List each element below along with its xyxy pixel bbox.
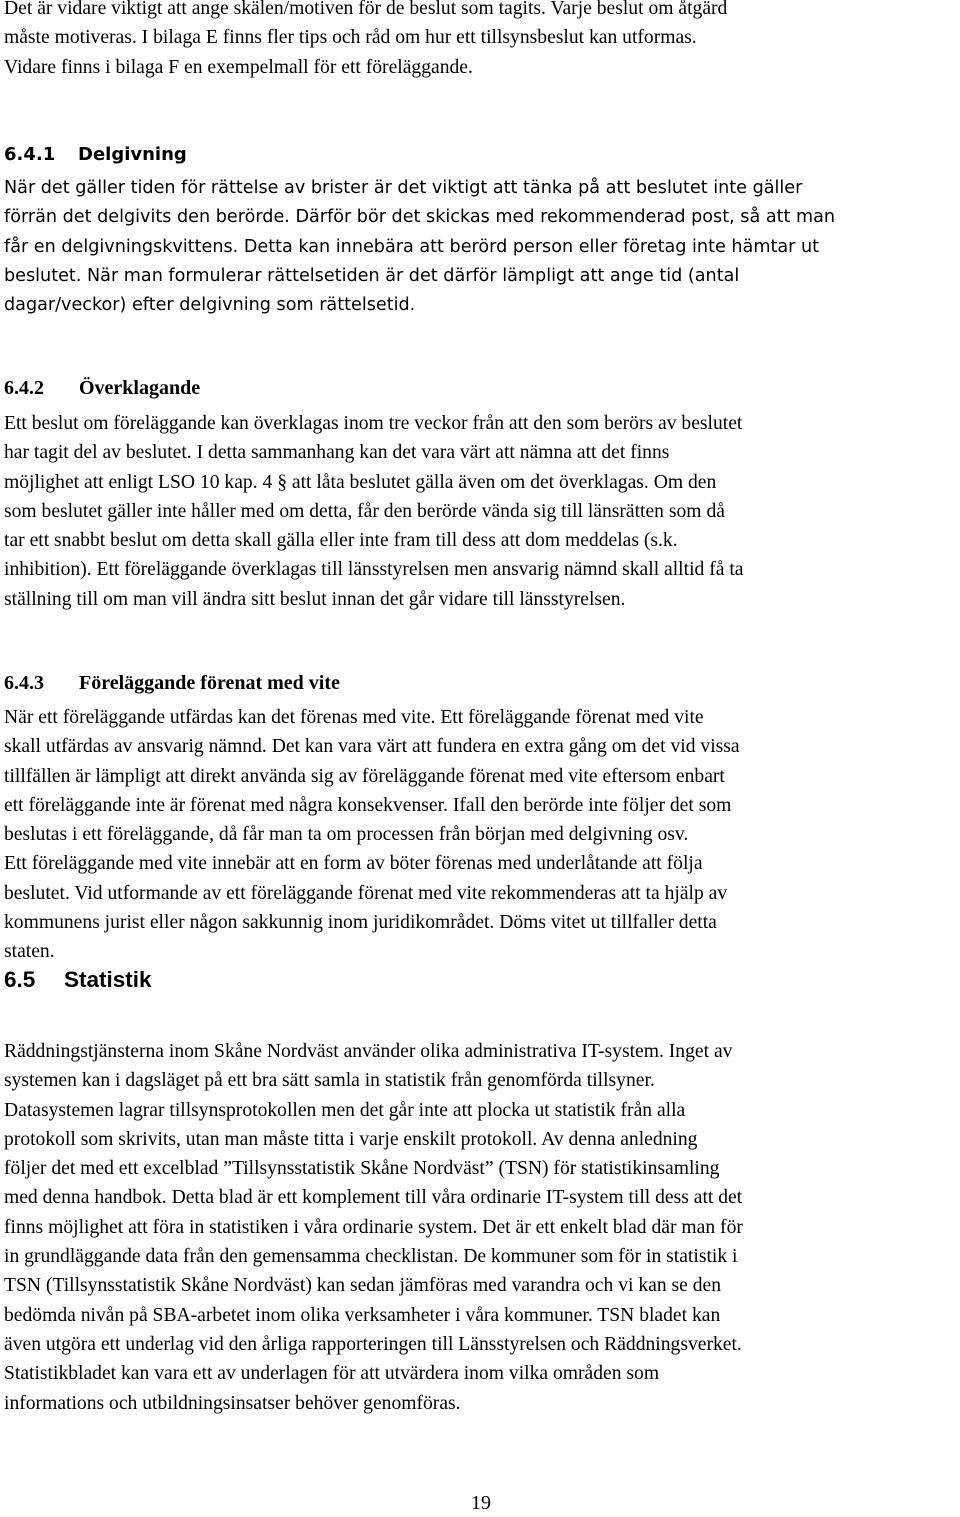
text-line: Ett beslut om föreläggande kan överklagas inom tre veckor från att den som berörs av beslutet [4,413,743,434]
text-line: finns möjlighet att föra in statistiken i våra ordinarie system. Det är ett enkelt blad där man för [4,1216,743,1238]
section-number: 6.4.1 [4,144,56,165]
text-line: TSN (Tillsynsstatistik Skåne Nordväst) kan sedan jämföras med varandra och vi kan se den [4,1275,722,1297]
intro-paragraph [4,0,958,82]
page-number [0,1489,960,1517]
overklagande-paragraph [4,409,960,614]
text-line: även utgöra ett underlag vid den årliga rapporteringen till Länsstyrelsen och Räddningsverket. [4,1333,742,1355]
section-title: Statistik [64,967,152,992]
text-line: När det gäller tiden för rättelse av brister är det viktigt att tänka på att beslutet inte gäller [4,178,803,198]
text-line: med denna handbok. Detta blad är ett komplement till våra ordinarie IT-system till dess att det [4,1187,743,1209]
section-title: Delgivning [78,144,187,165]
text-line: beslutet. Vid utformande av ett föreläggande förenat med vite rekommenderas att ta hjälp av [4,882,728,904]
section-title: Föreläggande förenat med vite [79,672,340,694]
text-line: Datasystemen lagrar tillsynsprotokollen men det går inte att plocka ut statistik från alla [4,1099,686,1121]
section-title: Överklagande [79,377,201,399]
text-line: följer det med ett excelblad ”Tillsynsstatistik Skåne Nordväst” (TSN) för statistikinsamling [4,1158,720,1180]
section-number: 6.4.3 [4,672,44,694]
text-line: staten. [4,941,55,963]
text-line: systemen kan i dagsläget på ett bra sätt samla in statistik från genomförda tillsyner. [4,1070,655,1092]
page-number-text: 19 [471,1492,491,1514]
text-line: Statistikbladet kan vara ett av underlagen för att utvärdera inom vilka områden som [4,1363,660,1385]
text-line: måste motiveras. I bilaga E finns fler tips och råd om hur ett tillsynsbeslut kan utformas. [4,27,697,49]
text-line: möjlighet att enligt LSO 10 kap. 4 § att låta beslutet gälla även om det överklagas. Om den [4,471,717,493]
text-line: ställning till om man vill ändra sitt beslut innan det går vidare till länsstyrelsen. [4,588,626,610]
section-number: 6.5 [4,967,36,992]
text-line: får en delgivningskvittens. Detta kan innebära att berörd person eller företag inte hämtar ut [4,236,820,257]
text-line: beslutet. När man formulerar rättelsetiden är det därför lämpligt att ange tid (antal [4,265,740,286]
text-line: inhibition). Ett föreläggande överklagas till länsstyrelsen men ansvarig nämnd skall alltid få ta [4,559,744,581]
text-line: ett föreläggande inte är förenat med några konsekvenser. Ifall den berörde inte följer det som [4,794,732,816]
section-heading-delgivning [4,140,187,169]
vite-paragraph [4,703,958,967]
delgivning-paragraph [4,174,958,320]
section-number: 6.4.2 [4,377,44,399]
text-line: dagar/veckor) efter delgivning som rättelsetid. [4,295,416,316]
text-line: skall utfärdas av ansvarig nämnd. Det kan vara värt att fundera en extra gång om det vid vissa [4,736,740,758]
statistik-paragraph [4,1037,960,1418]
section-heading-overklagande [4,374,200,403]
text-line: som beslutet gäller inte håller med om detta, får den berörde vända sig till länsrätten som då [4,500,725,522]
text-line: Det är vidare viktigt att ange skälen/motiven för de beslut som tagits. Varje beslut om åtgärd [4,0,728,19]
text-line: beslutas i ett föreläggande, då får man ta om processen från början med delgivning osv. [4,824,689,846]
text-line: tillfällen är lämpligt att direkt använda sig av föreläggande förenat med vite eftersom enbart [4,765,725,787]
text-line: Räddningstjänsterna inom Skåne Nordväst använder olika administrativa IT-system. Inget av [4,1041,733,1062]
text-line: När ett föreläggande utfärdas kan det förenas med vite. Ett föreläggande förenat med vite [4,707,704,728]
section-heading-statistik [4,965,152,995]
text-line: tar ett snabbt beslut om detta skall gälla eller inte fram till dess att dom meddelas (s.k. [4,530,678,552]
text-line: kommunens jurist eller någon sakkunnig inom juridikområdet. Döms vitet ut tillfaller detta [4,912,717,934]
text-line: Ett föreläggande med vite innebär att en form av böter förenas med underlåtande att följa [4,853,703,875]
text-line: Vidare finns i bilaga F en exempelmall för ett föreläggande. [4,56,473,78]
text-line: in grundläggande data från den gemensamma checklistan. De kommuner som för in statistik i [4,1246,738,1268]
section-heading-vite [4,669,340,698]
text-line: bedömda nivån på SBA-arbetet inom olika verksamheter i våra kommuner. TSN bladet kan [4,1304,721,1326]
text-line: protokoll som skrivits, utan man måste titta i varje enskilt protokoll. Av denna anledning [4,1128,698,1150]
text-line: har tagit del av beslutet. I detta sammanhang kan det vara värt att nämna att det finns [4,442,670,464]
text-line: förrän det delgivits den berörde. Därför bör det skickas med rekommenderad post, så att man [4,207,836,228]
text-line: informations och utbildningsinsatser behöver genomföras. [4,1392,461,1414]
